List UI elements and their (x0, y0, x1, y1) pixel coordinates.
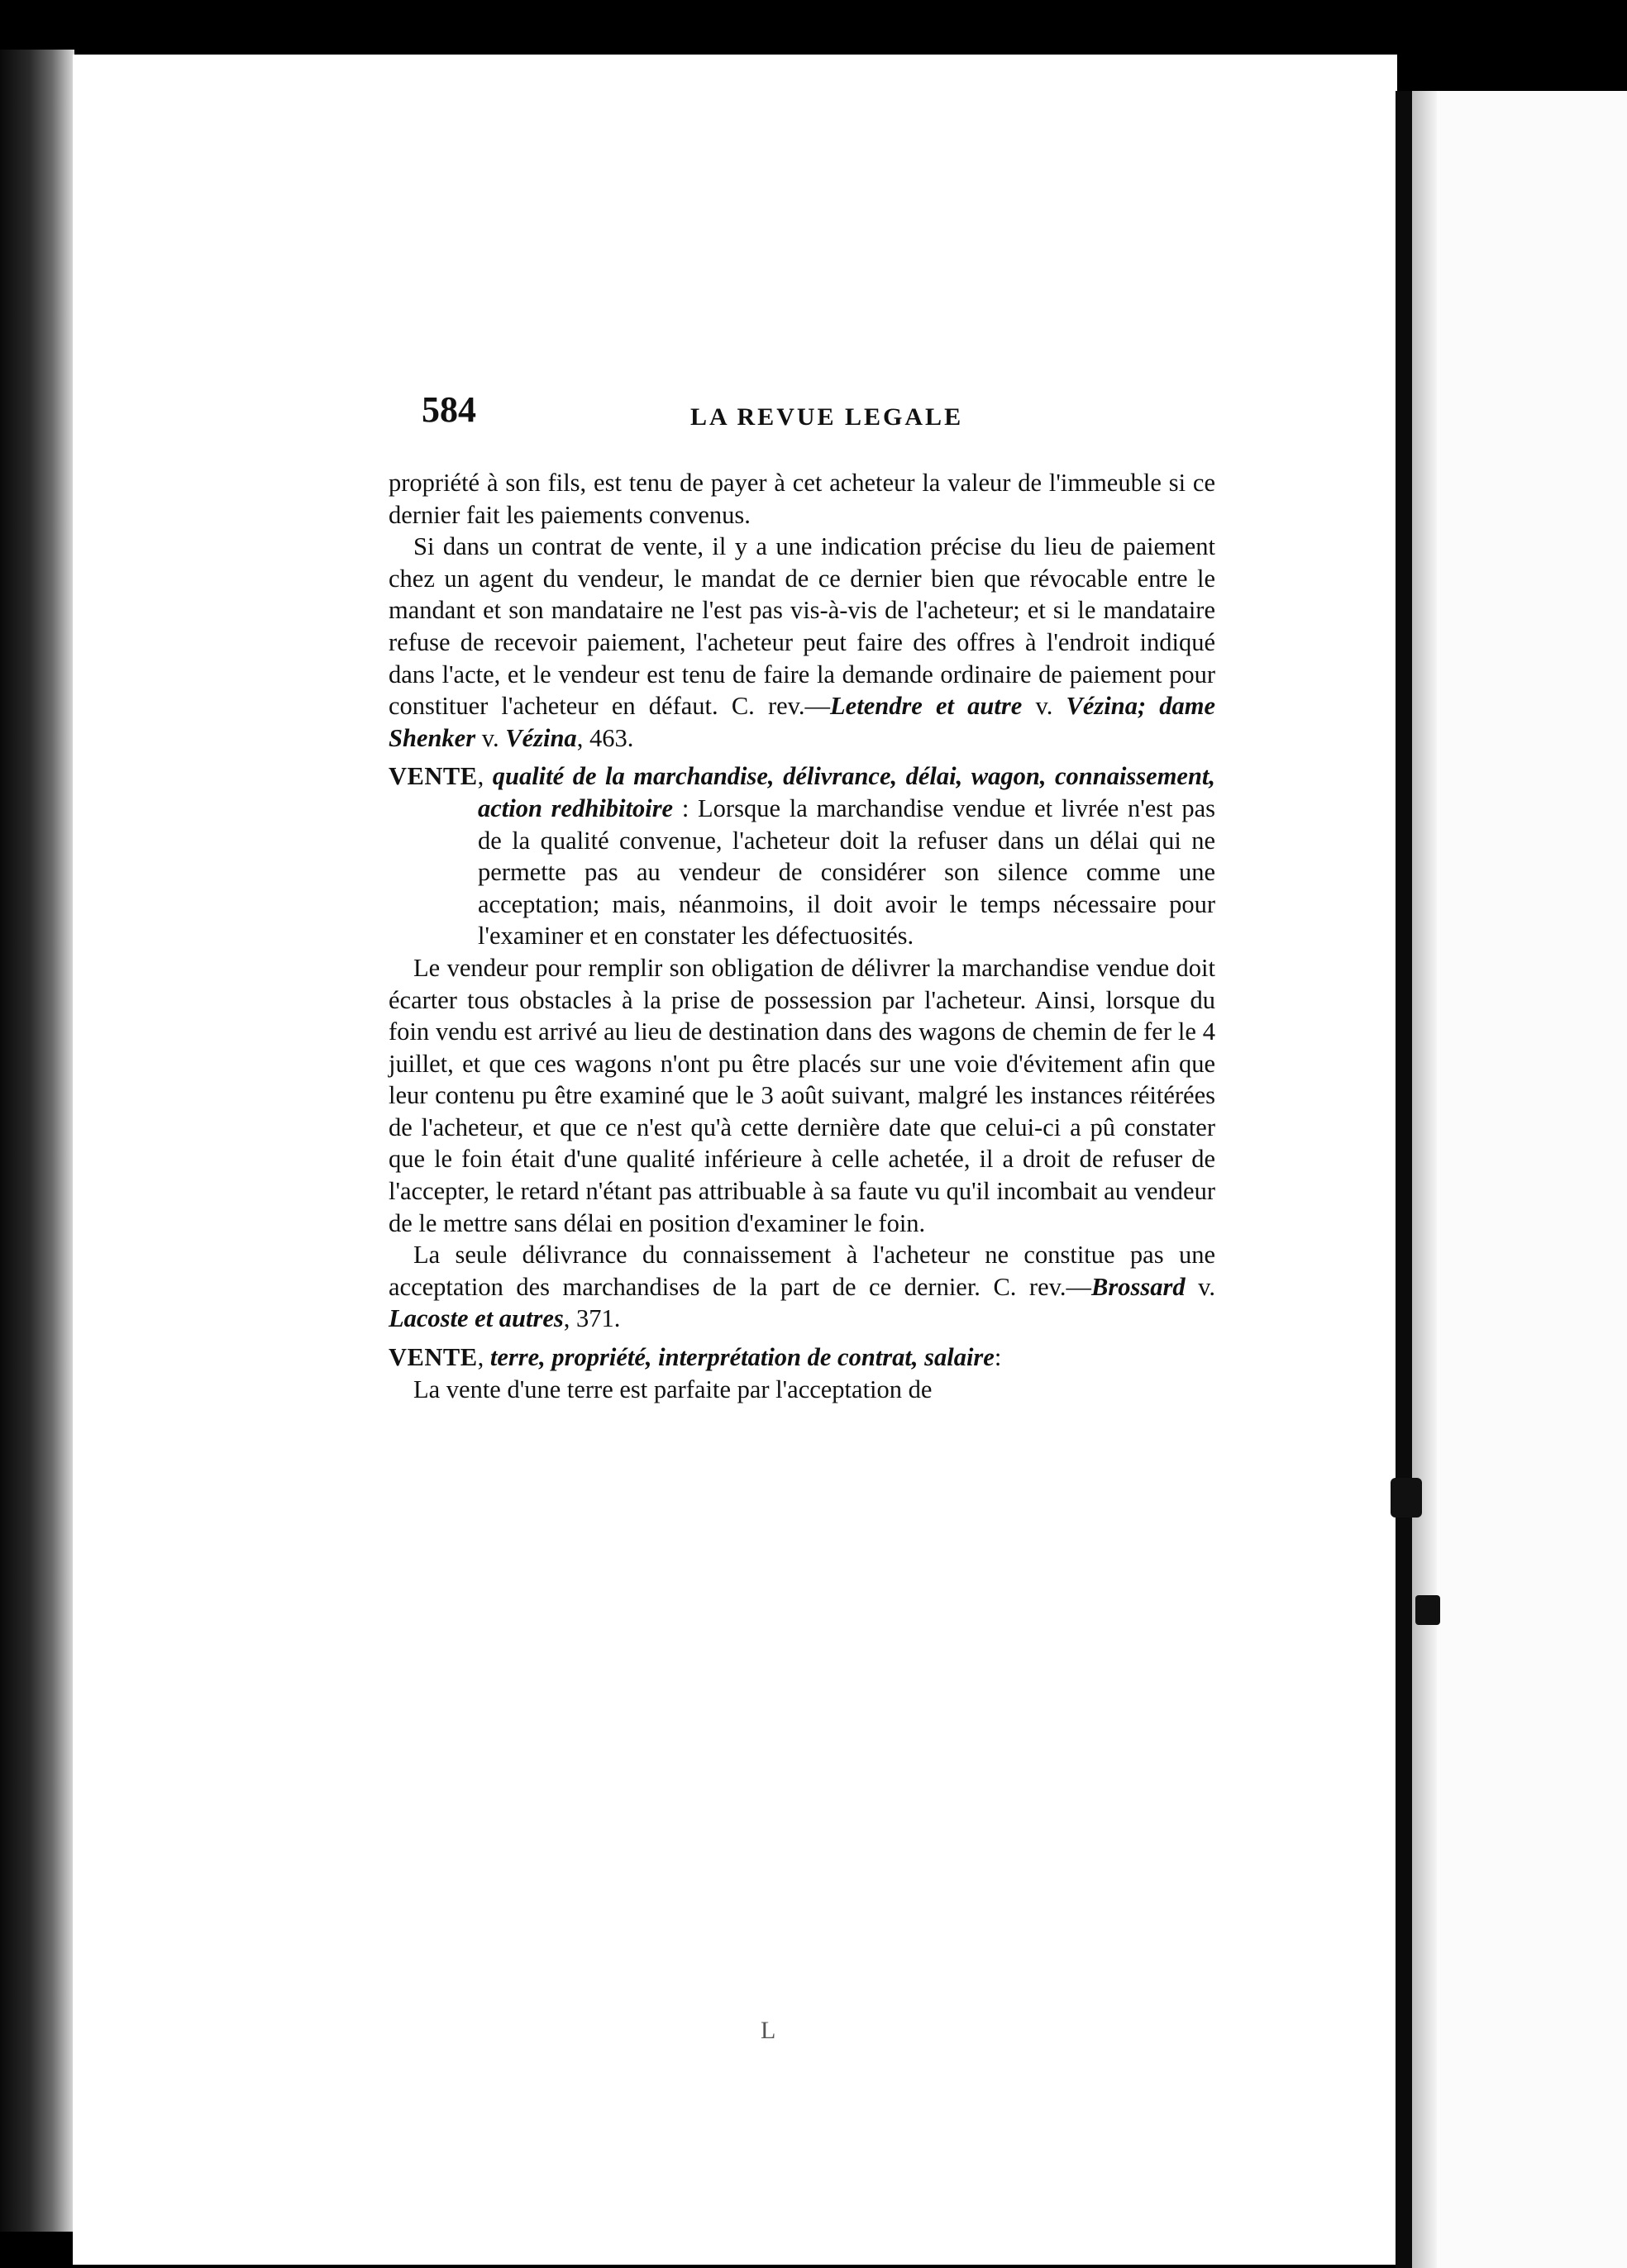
citation-parties: Vézina; dame Shenker (389, 692, 1216, 752)
citation-parties: Letendre et autre (830, 692, 1023, 721)
entry-subjects: qualité de la marchandise, délivrance, délai, wagon, connaissement, action redhibitoire (478, 762, 1216, 822)
binding-clip-lower (1415, 1595, 1440, 1625)
citation-versus: v. (475, 723, 506, 752)
citation-page: , 371. (563, 1304, 621, 1333)
entry-headword: VENTE (389, 762, 478, 791)
body-text (389, 467, 1215, 1405)
citation-parties: Brossard (1091, 1272, 1186, 1301)
paragraph-mandat (389, 531, 1215, 754)
running-title: LA REVUE LEGALE (690, 403, 964, 431)
scan-left-edge (0, 50, 74, 2232)
continued-paragraph (389, 467, 1215, 531)
headword-separator: , (477, 762, 493, 791)
headword-separator: , (477, 1343, 490, 1372)
paragraph-terre-text: La vente d'une terre est parfaite par l'acceptation de (413, 1375, 933, 1403)
citation-versus: v. (1185, 1272, 1215, 1301)
citation-parties: Vézina (505, 723, 577, 752)
subjects-colon: : (673, 793, 699, 822)
entry-subjects: terre, propriété, interprétation de contrat, salaire (489, 1343, 995, 1372)
running-head (422, 388, 1472, 446)
citation-court: C. rev.— (980, 1272, 1092, 1301)
continued-text: propriété à son fils, est tenu de payer à cet acheteur la valeur de l'immeuble si ce dernier fait les paiements convenus. (389, 469, 1215, 529)
paragraph-connaissement-text: La seule délivrance du connaissement à l'acheteur ne constitue pas une acceptation des marchandises de la part de ce dernier. (389, 1241, 1215, 1301)
stray-pencil-mark: L (761, 2017, 776, 2044)
citation-parties: Lacoste et autres (389, 1304, 564, 1333)
entry-vente-qualite (389, 760, 1215, 952)
paragraph-terre (389, 1374, 1215, 1406)
page-number: 584 (422, 389, 476, 430)
binding-clip (1391, 1478, 1422, 1518)
subjects-colon: : (994, 1343, 1002, 1372)
citation-versus: v. (1022, 692, 1066, 721)
paragraph-connaissement (389, 1239, 1215, 1335)
citation-page: , 463. (576, 723, 634, 752)
paragraph-delivrance-text: Le vendeur pour remplir son obligation de délivrer la marchandise vendue doit écarter tous obstacles à la prise de possession par l'acheteur. Ainsi, lorsque du foin vendu est arrivé au lieu de destination dans des wagons de chemin de fer le 4 juillet, et que ces wagons n'ont pu être placés sur une voie d'évitement afin que leur contenu pu être examiné que le 3 août suivant, malgré les instances réitérées de l'acheteur, et que ce n'est qu'à cette dernière date que celui-ci a pû constater que le foin était d'une qualité inférieure à celle achetée, il a droit de refuser de l'accepter, le retard n'étant pas attribuable à sa faute vu qu'il incombait au vendeur de le mettre sans délai en position d'examiner le foin. (389, 953, 1215, 1237)
paragraph-mandat-text: Si dans un contrat de vente, il y a une indication précise du lieu de paiement chez un agent du vendeur, le mandat de ce dernier bien que révocable entre le mandant et son mandataire ne l'est pas vis-à-vis de l'acheteur; et si le mandataire refuse de recevoir paiement, l'acheteur peut faire des offres à l'endroit indiqué dans l'acte, et le vendeur est tenu de faire la demande ordinaire de paiement pour constituer l'acheteur en défaut. (389, 532, 1215, 721)
paragraph-delivrance (389, 952, 1215, 1239)
entry-vente-terre (389, 1341, 1215, 1374)
entry-headword: VENTE (389, 1343, 478, 1372)
citation-court: C. rev.— (731, 692, 831, 721)
entry-paragraph: Lorsque la marchandise vendue et livrée n'est pas de la qualité convenue, l'acheteur doit la refuser dans un délai qui ne permette pas au vendeur de considérer son silence comme une acceptation; mais, néanmoins, il doit avoir le temps nécessaire pour l'examiner et en constater les défectuosités. (478, 793, 1215, 951)
